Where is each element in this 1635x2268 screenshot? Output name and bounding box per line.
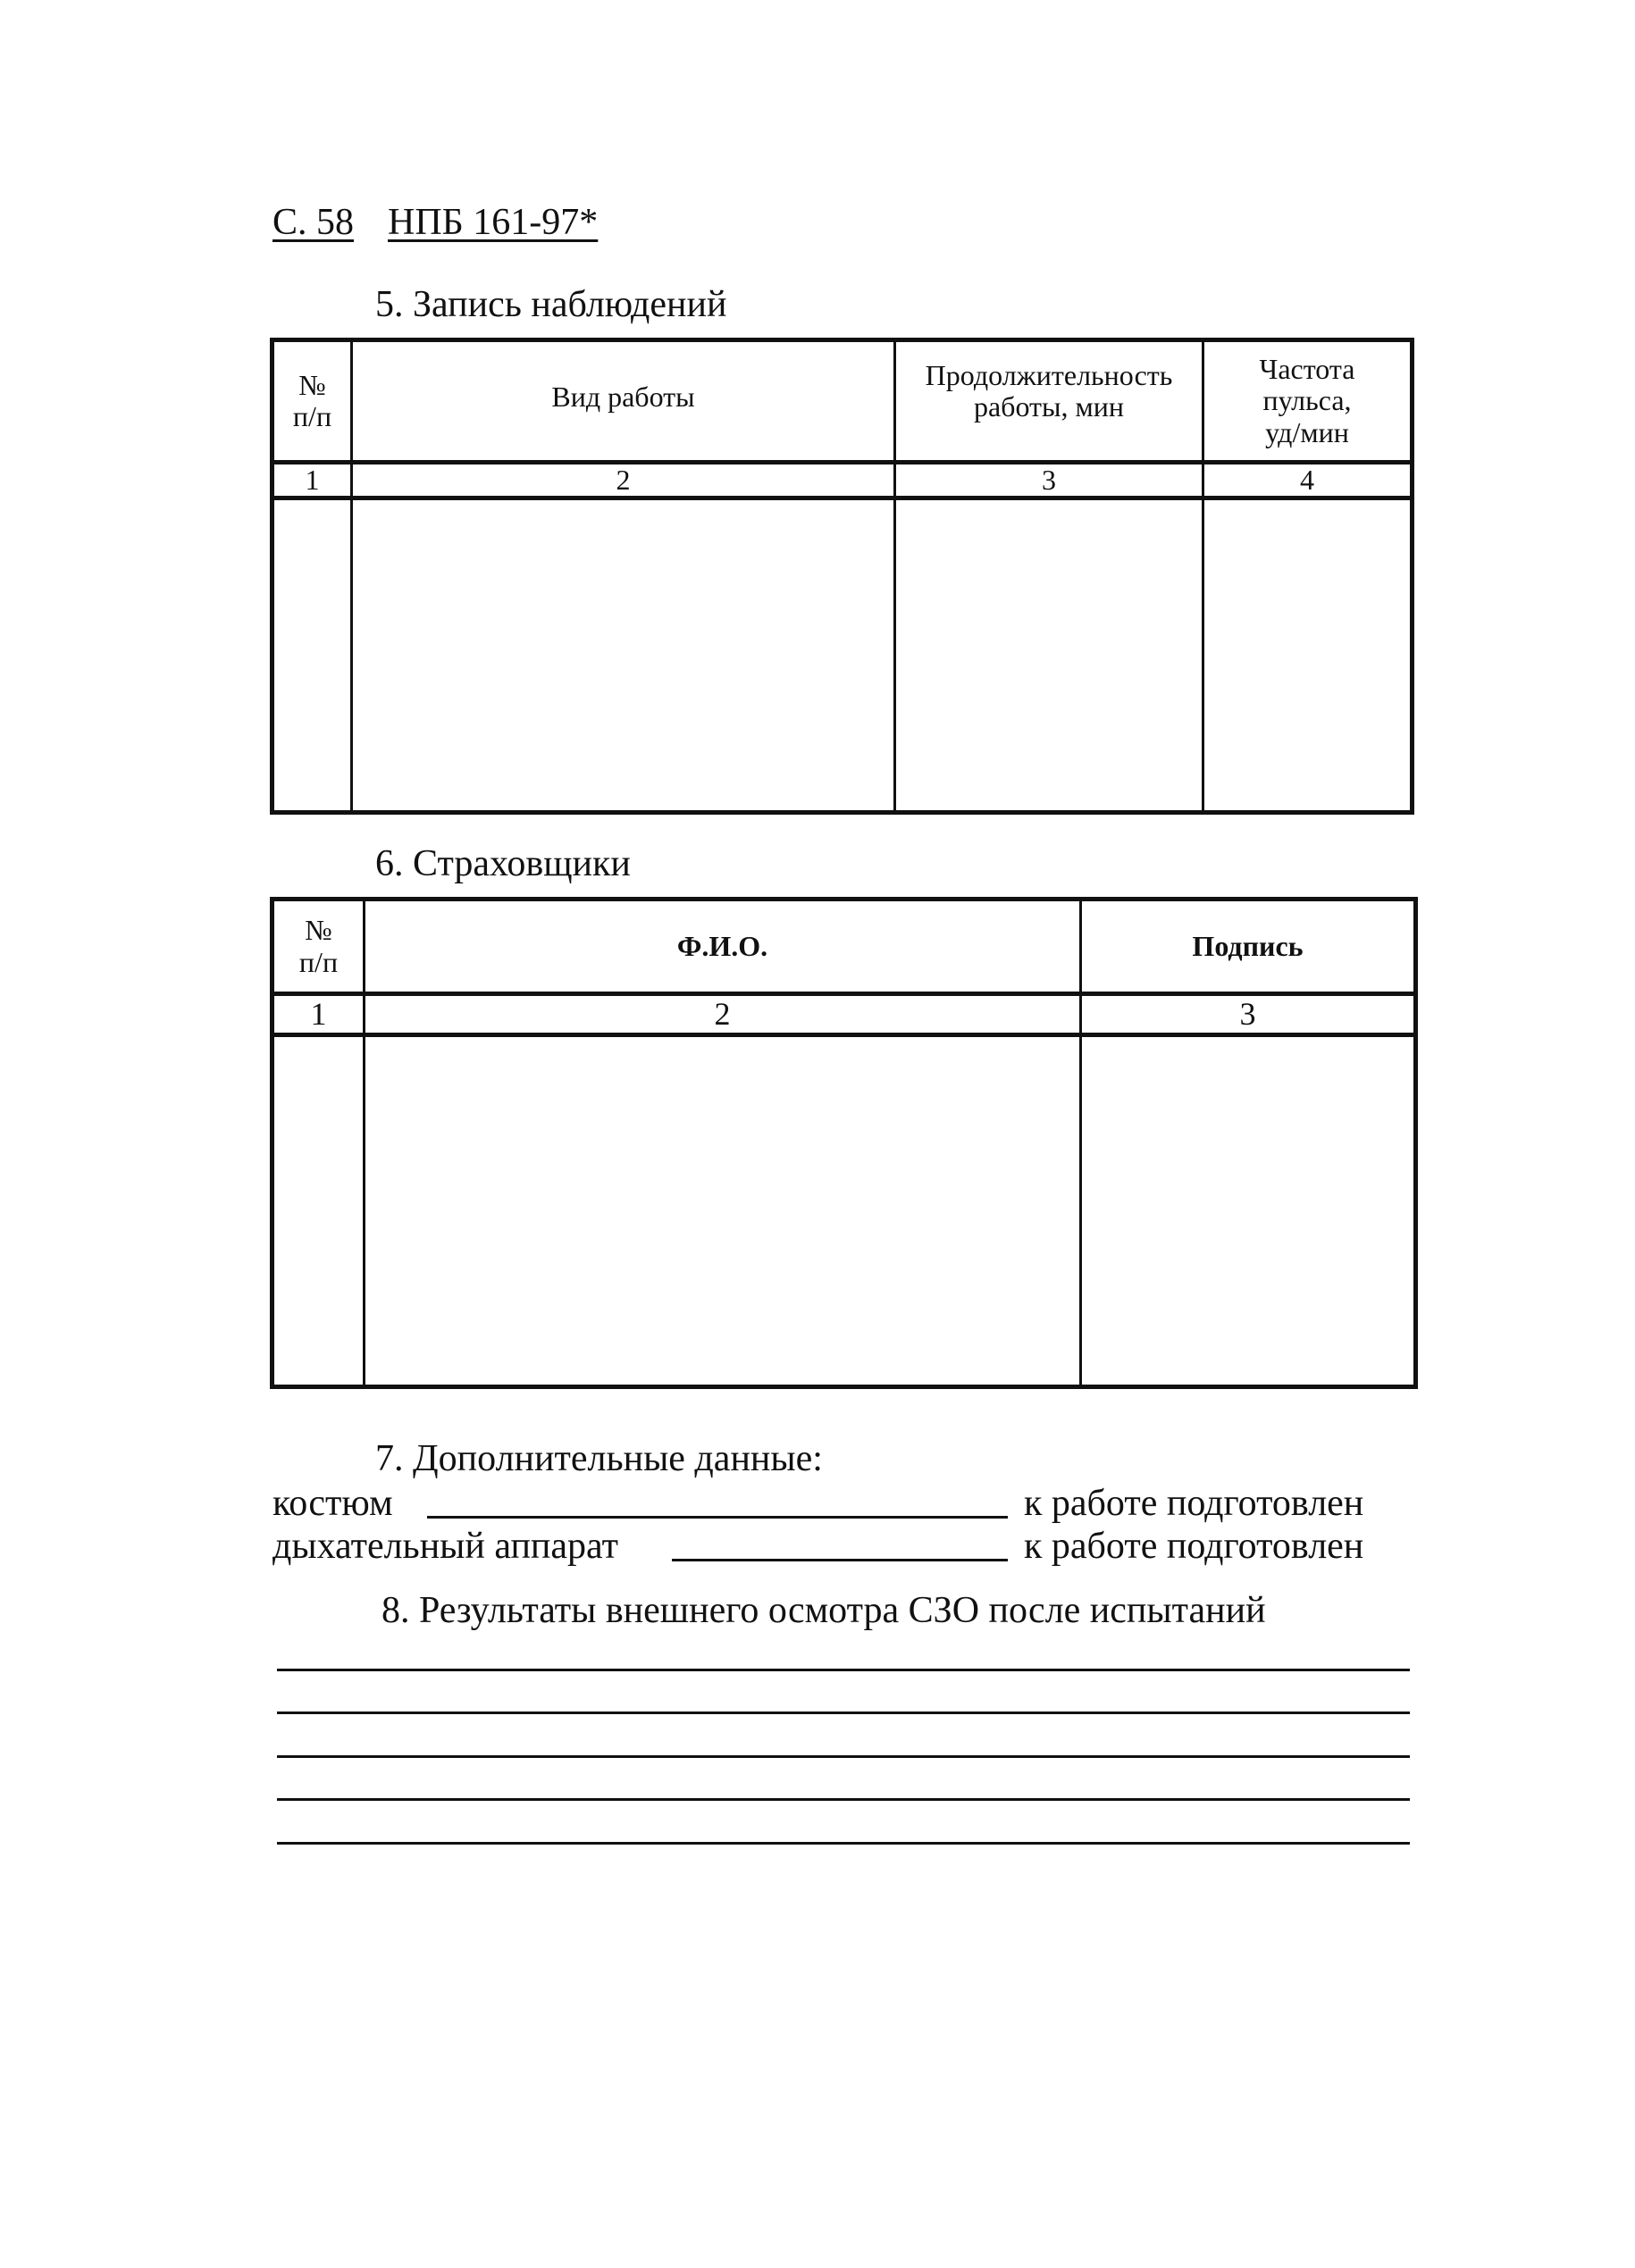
breathing-apparatus-label: дыхательный аппарат bbox=[272, 1526, 618, 1567]
empty-cell[interactable] bbox=[895, 498, 1203, 813]
table-body-row bbox=[272, 1035, 1416, 1387]
column-number: 3 bbox=[895, 463, 1203, 498]
empty-cell[interactable] bbox=[1203, 498, 1413, 813]
empty-cell[interactable] bbox=[365, 1035, 1081, 1387]
result-line[interactable] bbox=[277, 1669, 1410, 1671]
empty-cell[interactable] bbox=[1081, 1035, 1416, 1387]
insurers-table bbox=[270, 897, 1418, 1389]
breathing-apparatus-blank-line[interactable] bbox=[672, 1559, 1008, 1561]
document-code: НПБ 161-97* bbox=[388, 202, 599, 243]
empty-cell[interactable] bbox=[272, 1035, 365, 1387]
result-line[interactable] bbox=[277, 1755, 1410, 1758]
section-6-title: 6. Страховщики bbox=[375, 843, 631, 884]
header-cell-work-type: Вид работы bbox=[352, 340, 895, 463]
table-header-row bbox=[272, 340, 1413, 463]
section-7-title: 7. Дополнительные данные: bbox=[375, 1438, 823, 1479]
empty-cell[interactable] bbox=[352, 498, 895, 813]
header-cell-full-name: Ф.И.О. bbox=[365, 900, 1081, 994]
table-header-row bbox=[272, 900, 1416, 994]
column-number-row bbox=[272, 463, 1413, 498]
observations-table bbox=[270, 338, 1414, 815]
empty-cell[interactable] bbox=[272, 498, 352, 813]
result-line[interactable] bbox=[277, 1798, 1410, 1801]
section-5-title: 5. Запись наблюдений bbox=[375, 284, 727, 325]
column-number: 1 bbox=[272, 994, 365, 1035]
header-cell-number: № п/п bbox=[272, 340, 352, 463]
header-cell-number: № п/п bbox=[272, 900, 365, 994]
suit-ready-label: к работе подготовлен bbox=[1024, 1483, 1364, 1524]
page-number: С. 58 bbox=[272, 202, 355, 243]
breathing-apparatus-ready-label: к работе подготовлен bbox=[1024, 1526, 1364, 1567]
suit-blank-line[interactable] bbox=[427, 1516, 1008, 1519]
column-number: 3 bbox=[1081, 994, 1416, 1035]
header-cell-duration: Продолжительность работы, мин bbox=[895, 340, 1203, 463]
column-number-row bbox=[272, 994, 1416, 1035]
column-number: 2 bbox=[352, 463, 895, 498]
header-cell-signature: Подпись bbox=[1081, 900, 1416, 994]
result-line[interactable] bbox=[277, 1842, 1410, 1845]
column-number: 1 bbox=[272, 463, 352, 498]
column-number: 2 bbox=[365, 994, 1081, 1035]
column-number: 4 bbox=[1203, 463, 1413, 498]
result-line[interactable] bbox=[277, 1711, 1410, 1714]
section-8-title: 8. Результаты внешнего осмотра СЗО после испытаний bbox=[382, 1590, 1266, 1631]
header-cell-pulse: Частота пульса, уд/мин bbox=[1203, 340, 1413, 463]
suit-label: костюм bbox=[272, 1483, 393, 1524]
page-header bbox=[272, 204, 598, 241]
table-body-row bbox=[272, 498, 1413, 813]
